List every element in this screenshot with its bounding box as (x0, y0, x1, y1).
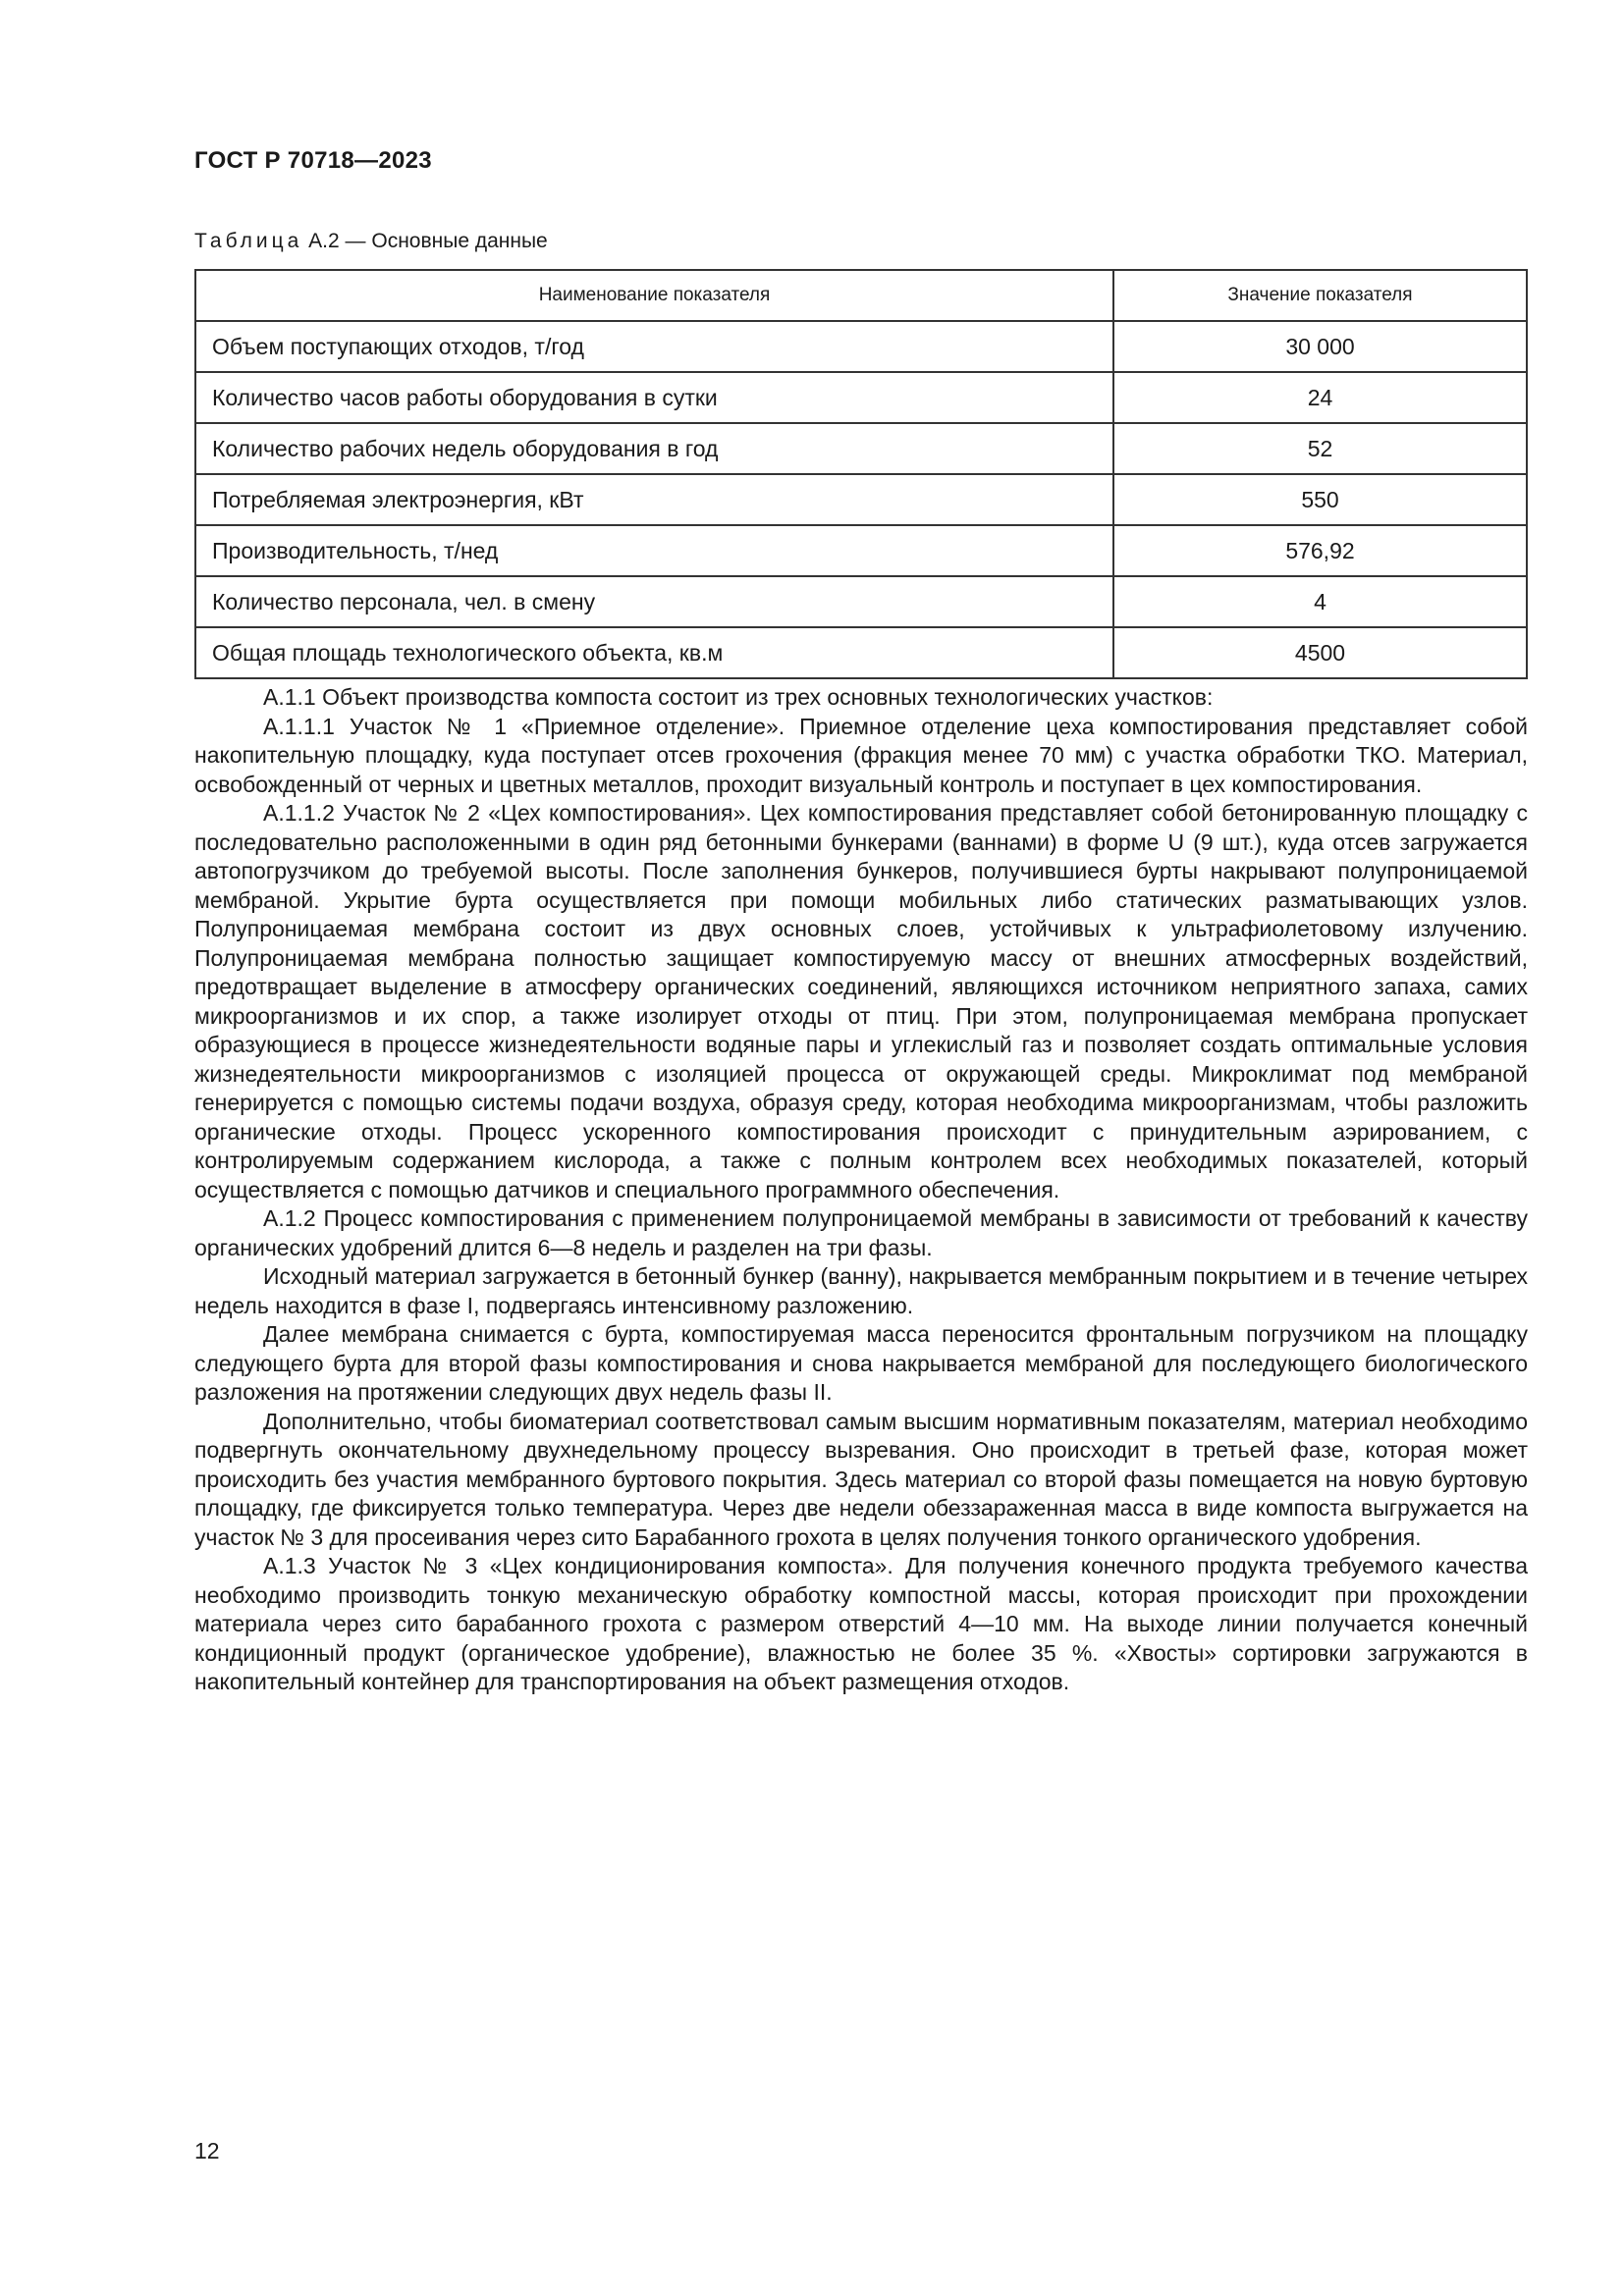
table-row (195, 372, 1527, 423)
table-row (195, 525, 1527, 576)
paragraph: А.1.1 Объект производства компоста состоит из трех основных технологических участков: (263, 684, 1214, 710)
row-value: 24 (1113, 372, 1527, 423)
row-name: Производительность, т/нед (195, 525, 1113, 576)
document-header: ГОСТ Р 70718—2023 (194, 147, 432, 174)
table-caption-label: Таблица (194, 230, 303, 252)
row-name: Объем поступающих отходов, т/год (195, 321, 1113, 372)
column-header-name: Наименование показателя (195, 270, 1113, 321)
table-caption-title: А.2 — Основные данные (302, 230, 548, 252)
row-value: 52 (1113, 423, 1527, 474)
table-row (195, 576, 1527, 627)
column-header-value: Значение показателя (1113, 270, 1527, 321)
row-name: Потребляемая электроэнергия, кВт (195, 474, 1113, 525)
row-name: Количество рабочих недель оборудования в год (195, 423, 1113, 474)
paragraph: А.1.2 Процесс компостирования с применением полупроницаемой мембраны в зависимости от требований к качеству органических удобрений длится 6—8 недель и разделен на три фазы. (194, 1205, 1528, 1260)
row-name: Количество часов работы оборудования в сутки (195, 372, 1113, 423)
table-header-row (195, 270, 1527, 321)
paragraph: А.1.1.2 Участок № 2 «Цех компостирования». Цех компостирования представляет собой бетонированную площадку с последовательно расположенными в один ряд бетонными бункерами (ваннами) в форме U (9 шт.), куда отсев загружается автопогрузчиком до требуемой высоты. После заполнения бункеров, получившиеся бурты накрывают полупроницаемой мембраной. Укрытие бурта осуществляется при помощи мобильных либо статических разматывающих узлов. Полупроницаемая мембрана состоит из двух основных слоев, устойчивых к ультрафиолетовому излучению. Полупроницаемая мембрана полностью защищает компостируемую массу от внешних атмосферных воздействий, предотвращает выделение в атмосферу органических соединений, являющихся источником неприятного запаха, самих микроорганизмов и их спор, а также изолирует отходы от птиц. При этом, полупроницаемая мембрана пропускает образующиеся в процессе жизнедеятельности водяные пары и углекислый газ и позволяет создать оптимальные условия жизнедеятельности микроорганизмов с изоляцией процесса от окружающей среды. Микроклимат под мембраной генерируется с помощью системы подачи воздуха, образуя среду, которая необходима микроорганизмам, чтобы разложить органические отходы. Процесс ускоренного компостирования происходит с принудительным аэрированием, с контролируемым содержанием кислорода, а также с полным контролем всех необходимых показателей, который осуществляется с помощью датчиков и специального программного обеспечения. (194, 800, 1528, 1202)
page-number: 12 (194, 2138, 220, 2163)
paragraph: Далее мембрана снимается с бурта, компостируемая масса переносится фронтальным погрузчиком на площадку следующего бурта для второй фазы компостирования и снова накрывается мембраной для последующего биологического разложения на протяжении следующих двух недель фазы II. (194, 1321, 1528, 1405)
table-row (195, 321, 1527, 372)
table-row (195, 627, 1527, 678)
row-value: 30 000 (1113, 321, 1527, 372)
paragraph: А.1.3 Участок № 3 «Цех кондиционирования компоста». Для получения конечного продукта требуемого качества необходимо производить тонкую механическую обработку компостной массы, которая происходит при прохождении материала через сито барабанного грохота с размером отверстий 4—10 мм. На выходе линии получается конечный кондиционный продукт (органическое удобрение), влажностью не более 35 %. «Хвосты» сортировки загружаются в накопительный контейнер для транспортирования на объект размещения отходов. (194, 1553, 1528, 1694)
table-row (195, 423, 1527, 474)
row-value: 4500 (1113, 627, 1527, 678)
row-value: 576,92 (1113, 525, 1527, 576)
data-table (194, 269, 1528, 679)
row-name: Количество персонала, чел. в смену (195, 576, 1113, 627)
paragraph: А.1.1.1 Участок № 1 «Приемное отделение». Приемное отделение цеха компостирования представляет собой накопительную площадку, куда поступает отсев грохочения (фракция менее 70 мм) с участка обработки ТКО. Материал, освобожденный от черных и цветных металлов, проходит визуальный контроль и поступает в цех компостирования. (194, 713, 1528, 797)
table-row (195, 474, 1527, 525)
body-text (194, 683, 1528, 1697)
paragraph: Дополнительно, чтобы биоматериал соответствовал самым высшим нормативным показателям, материал необходимо подвергнуть окончательному двухнедельному процессу вызревания. Оно происходит в третьей фазе, которая может происходить без участия мембранного буртового покрытия. Здесь материал со второй фазы помещается на новую буртовую площадку, где фиксируется только температура. Через две недели обеззараженная масса в виде компоста выгружается на участок № 3 для просеивания через сито Барабанного грохота в целях получения тонкого органического удобрения. (194, 1408, 1528, 1550)
row-value: 4 (1113, 576, 1527, 627)
table-caption (194, 230, 548, 253)
paragraph: Исходный материал загружается в бетонный бункер (ванну), накрывается мембранным покрытием и в течение четырех недель находится в фазе I, подвергаясь интенсивному разложению. (194, 1263, 1528, 1318)
row-value: 550 (1113, 474, 1527, 525)
row-name: Общая площадь технологического объекта, кв.м (195, 627, 1113, 678)
